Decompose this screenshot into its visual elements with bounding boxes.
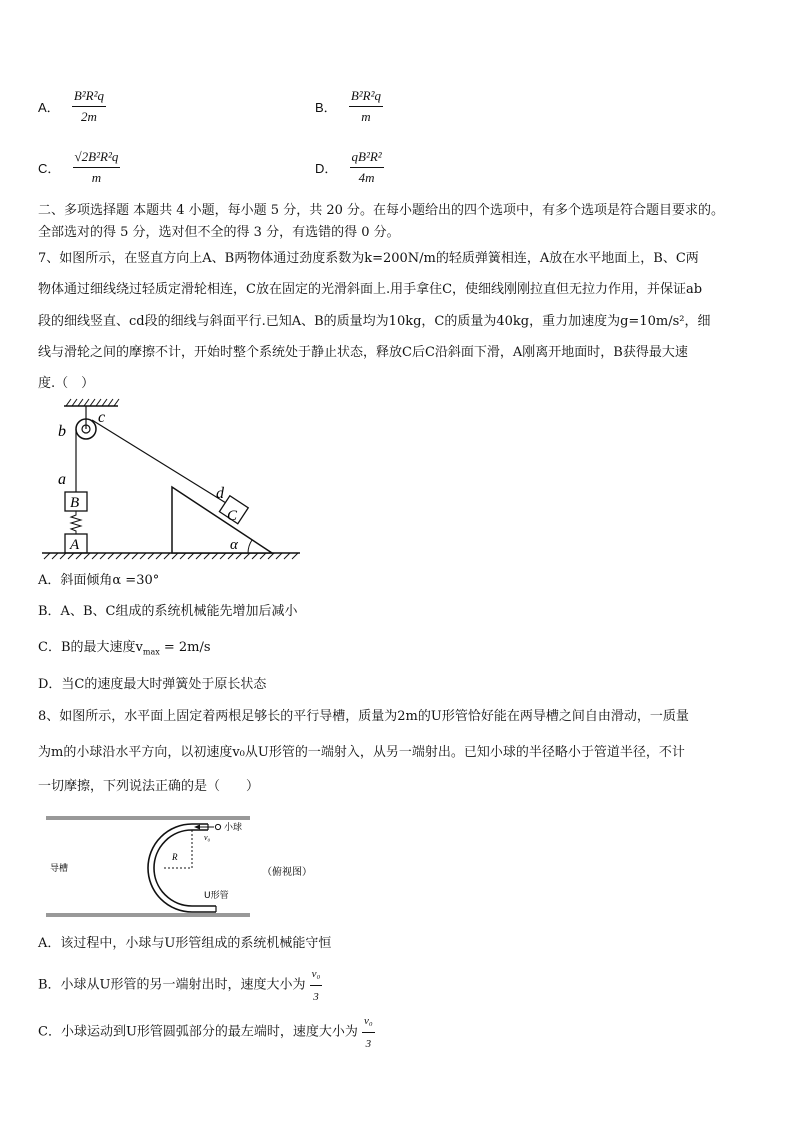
fraction	[310, 965, 323, 1006]
denominator: m	[361, 109, 371, 124]
q8-option-c	[38, 1012, 375, 1053]
ceiling-hatch	[66, 399, 119, 406]
label-angle: α	[230, 537, 238, 553]
numerator: qB²R²	[350, 149, 384, 168]
denominator: 4m	[358, 170, 375, 185]
q6-option-b	[315, 88, 383, 125]
ball-label: 小球	[224, 823, 243, 833]
tube-label: U形管	[204, 891, 229, 901]
q7-option-a: A．斜面倾角α =30°	[38, 573, 160, 588]
rail-label: 导槽	[50, 864, 69, 874]
radius-label: R	[172, 852, 178, 862]
option-label: C．	[38, 161, 61, 176]
ground-hatch	[44, 553, 298, 559]
numerator: √2B²R²q	[73, 149, 121, 168]
q8-option-a: A．该过程中，小球与U形管组成的系统机械能守恒	[38, 936, 332, 951]
option-label: B．	[315, 100, 337, 115]
arrowhead-icon	[194, 825, 200, 830]
label-a: a	[58, 471, 66, 488]
q7-stem-line5: 度.（ ）	[38, 376, 95, 391]
q8-stem-line2: 为m的小球沿水平方向，以初速度v₀从U形管的一端射入，从另一端射出。已知小球的半径略小于管道半径，不计	[38, 745, 685, 760]
fraction	[73, 149, 121, 186]
numerator: v₀	[362, 1012, 375, 1033]
view-label: （俯视图）	[262, 867, 312, 878]
q7-stem-line2: 物体通过细线绕过轻质定滑轮相连，C放在固定的光滑斜面上.用手拿住C，使细线刚刚拉直但无拉力作用，并保证ab	[38, 282, 703, 297]
denominator: m	[91, 170, 102, 185]
q7-option-c-tail: = 2m/s	[159, 640, 211, 655]
fraction	[350, 149, 384, 186]
q6-option-d	[315, 149, 384, 186]
section-heading-line2: 全部选对的得 5 分，选对但不全的得 3 分，有选错的得 0 分。	[38, 225, 400, 240]
q7-option-c-text: C．B的最大速度v	[38, 640, 143, 655]
v0-label: v₀	[204, 833, 211, 842]
ball-icon	[215, 824, 220, 829]
label-block-b: B	[70, 495, 80, 511]
q7-stem-line1: 7、如图所示，在竖直方向上A、B两物体通过劲度系数为k=200N/m的轻质弹簧相连，A放在水平地面上，B、C两	[38, 251, 699, 266]
section-heading-line1: 二、多项选择题 本题共 4 小题，每小题 5 分，共 20 分。在每小题给出的四个选项中，有多个选项是符合题目要求的。	[38, 203, 725, 218]
option-label: D．	[315, 161, 338, 176]
q8-stem-line1: 8、如图所示，水平面上固定着两根足够长的平行导槽，质量为2m的U形管恰好能在两导槽之间自由滑动，一质量	[38, 709, 689, 724]
option-label: A．	[38, 100, 60, 115]
string-cd	[92, 420, 226, 503]
q7-option-c	[38, 639, 760, 662]
q6-option-c	[38, 149, 120, 186]
denominator: 3	[313, 991, 319, 1003]
label-block-c: C	[227, 508, 238, 524]
q8-stem-line3: 一切摩擦，下列说法正确的是（ ）	[38, 779, 260, 794]
numerator: B²R²q	[349, 88, 383, 107]
label-b: b	[58, 423, 66, 440]
q8-option-b-text: B．小球从U形管的另一端射出时，速度大小为	[38, 977, 306, 993]
label-d: d	[216, 485, 224, 502]
q8-option-b	[38, 965, 322, 1006]
q7-option-b: B．A、B、C组成的系统机械能先增加后减小	[38, 604, 298, 619]
denominator: 3	[365, 1038, 372, 1050]
spring-icon	[71, 511, 81, 534]
q7-option-d: D．当C的速度最大时弹簧处于原长状态	[38, 677, 267, 692]
q7-figure	[38, 396, 300, 564]
q7-stem-line3: 段的细线竖直、cd段的细线与斜面平行.已知A、B的质量均为10kg，C的质量为40kg，重力加速度为g=10m/s²，细	[38, 314, 711, 329]
fraction	[349, 88, 383, 125]
numerator: v₀	[310, 965, 323, 986]
numerator: B²R²q	[72, 88, 106, 107]
q8-figure	[44, 814, 334, 920]
q7-option-c-sub: max	[142, 647, 160, 657]
fraction	[362, 1012, 375, 1053]
q7-stem-line4: 线与滑轮之间的摩擦不计，开始时整个系统处于静止状态，释放C后C沿斜面下滑，A刚离开地面时，B获得最大速	[38, 345, 688, 360]
q6-option-a	[38, 88, 106, 125]
fraction	[72, 88, 106, 125]
denominator: 2m	[80, 109, 97, 124]
label-block-a: A	[70, 537, 80, 553]
q8-option-c-text: C．小球运动到U形管圆弧部分的最左端时，速度大小为	[38, 1024, 358, 1040]
label-c: c	[98, 409, 106, 426]
